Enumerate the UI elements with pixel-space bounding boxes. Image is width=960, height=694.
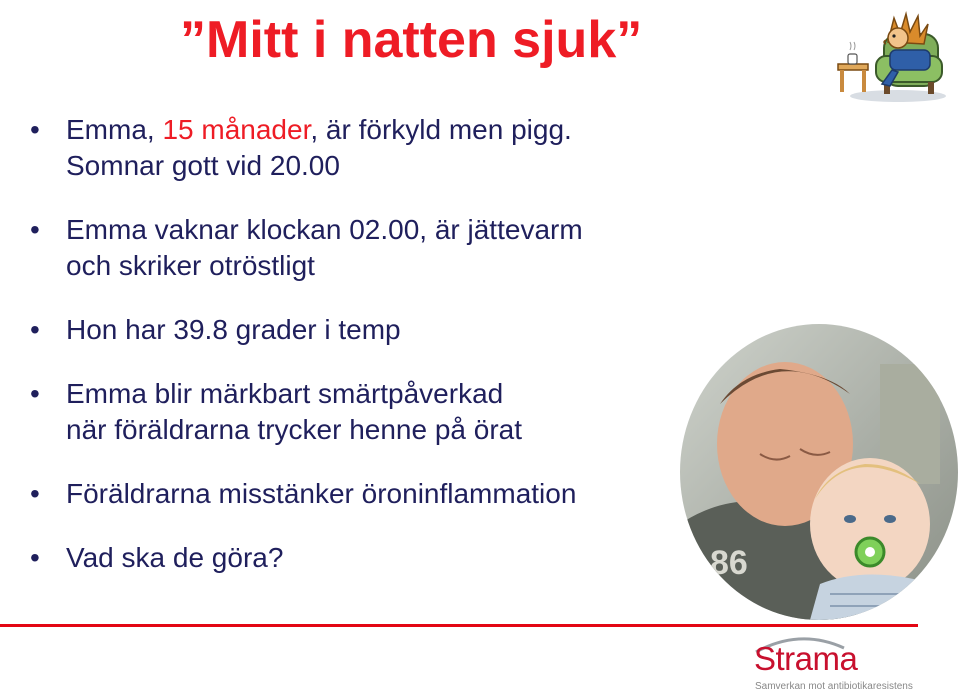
bullet-item xyxy=(30,540,690,576)
slide-title: ”Mitt i natten sjuk” xyxy=(180,11,643,69)
bullet-item xyxy=(30,376,690,448)
footer-divider xyxy=(0,624,918,627)
svg-text:86: 86 xyxy=(710,544,748,582)
bullet-glyph: • xyxy=(30,214,40,245)
bullet-text-line2: när föräldrarna trycker henne på örat xyxy=(66,414,523,445)
bullet-item xyxy=(30,112,690,184)
bullet-text-line2: och skriker otröstligt xyxy=(66,250,315,281)
bullet-accent: 15 månader xyxy=(162,114,311,145)
father-child-photo xyxy=(680,324,958,620)
bullet-glyph: • xyxy=(30,114,40,145)
bullet-text: Hon har 39.8 grader i temp xyxy=(66,314,401,345)
photo-illustration xyxy=(680,324,958,620)
bullet-text: Emma blir märkbart smärtpåverkad xyxy=(66,378,504,409)
bullet-list xyxy=(30,112,690,604)
bullet-text: , är förkyld men pigg. xyxy=(310,114,572,145)
bullet-text: Vad ska de göra? xyxy=(66,542,284,573)
bullet-glyph: • xyxy=(30,314,40,345)
bullet-text: Emma, xyxy=(66,114,163,145)
strama-logo-wordmark: Strama xyxy=(754,640,858,677)
bullet-item xyxy=(30,312,690,348)
strama-logo-tagline: Samverkan mot antibiotikaresistens xyxy=(755,681,913,692)
bullet-glyph: • xyxy=(30,542,40,573)
bullet-glyph: • xyxy=(30,378,40,409)
bullet-glyph: • xyxy=(30,478,40,509)
bullet-text: Föräldrarna misstänker öroninflammation xyxy=(66,478,577,509)
bullet-text: Emma vaknar klockan 02.00, är jättevarm xyxy=(66,214,583,245)
hedgehog-armchair-illustration xyxy=(828,4,950,104)
bullet-text-line2: Somnar gott vid 20.00 xyxy=(66,150,340,181)
bullet-item xyxy=(30,476,690,512)
bullet-item xyxy=(30,212,690,284)
